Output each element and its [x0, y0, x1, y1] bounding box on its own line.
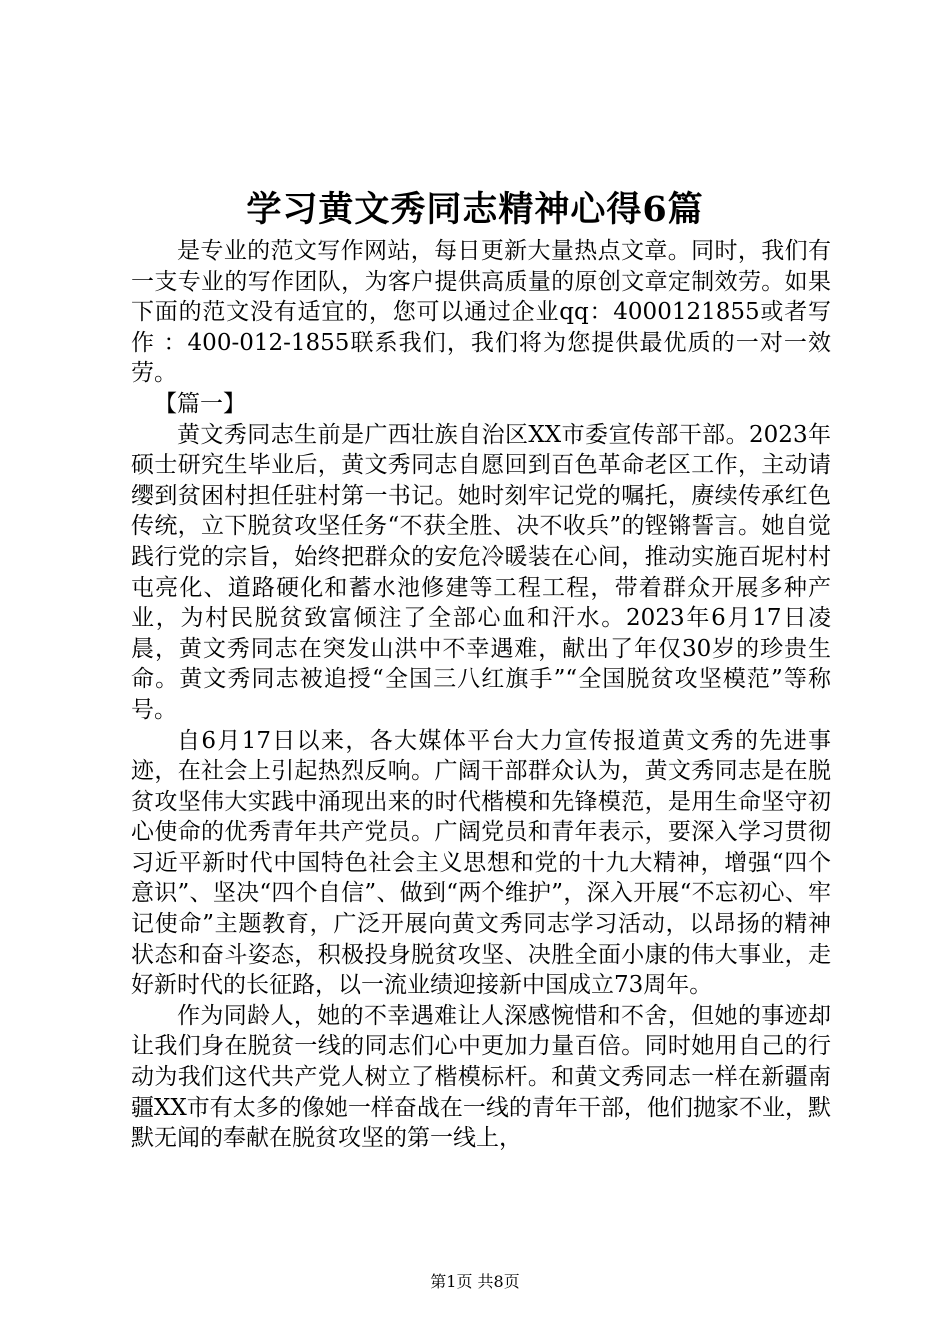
- document-body: [131, 236, 831, 1154]
- document-title: 学习黄文秀同志精神心得6篇: [246, 189, 704, 230]
- section-heading: 【篇一】: [154, 390, 246, 417]
- intro-paragraph: 是专业的范文写作网站，每日更新大量热点文章。同时，我们有一支专业的写作团队，为客户提供高质量的原创文章定制效劳。如果下面的范文没有适宜的，您可以通过企业qq：4000121855或者写作 ：400-012-1855联系我们，我们将为您提供最优质的一对一效劳。: [131, 238, 831, 387]
- body-paragraph: 自6月17日以来，各大媒体平台大力宣传报道黄文秀的先进事迹，在社会上引起热烈反响。广阔干部群众认为，黄文秀同志是在脱贫攻坚伟大实践中涌现出来的时代楷模和先锋模范，是用生命坚守初心使命的优秀青年共产党员。广阔党员和青年表示，要深入学习贯彻习近平新时代中国特色社会主义思想和党的十九大精神，增强“四个意识”、坚决“四个自信”、做到“两个维护”，深入开展“不忘初心、牢记使命”主题教育，广泛开展向黄文秀同志学习活动，以昂扬的精神状态和奋斗姿态，积极投身脱贫攻坚、决胜全面小康的伟大事业，走好新时代的长征路，以一流业绩迎接新中国成立73周年。: [131, 727, 831, 999]
- page-footer: 第1页 共8页: [430, 1272, 520, 1291]
- body-paragraph: 作为同龄人，她的不幸遇难让人深感惋惜和不舍，但她的事迹却让我们身在脱贫一线的同志们心中更加力量百倍。同时她用自己的行动为我们这代共产党人树立了楷模标杆。和黄文秀同志一样在新疆南疆XX市有太多的像她一样奋战在一线的青年干部，他们抛家不业，默默无闻的奉献在脱贫攻坚的第一线上，: [131, 1002, 831, 1152]
- body-paragraph: 黄文秀同志生前是广西壮族自治区XX市委宣传部干部。2023年硕士研究生毕业后，黄文秀同志自愿回到百色革命老区工作，主动请缨到贫困村担任驻村第一书记。她时刻牢记党的嘱托，赓续传承红色传统，立下脱贫攻坚任务“不获全胜、决不收兵”的铿锵誓言。她自觉践行党的宗旨，始终把群众的安危冷暖装在心间，推动实施百坭村村屯亮化、道路硬化和蓄水池修建等工程工程，带着群众开展多种产业，为村民脱贫致富倾注了全部心血和汗水。2023年6月17日凌晨，黄文秀同志在突发山洪中不幸遇难，献出了年仅30岁的珍贵生命。黄文秀同志被追授“全国三八红旗手”“全国脱贫攻坚模范”等称号。: [131, 421, 831, 723]
